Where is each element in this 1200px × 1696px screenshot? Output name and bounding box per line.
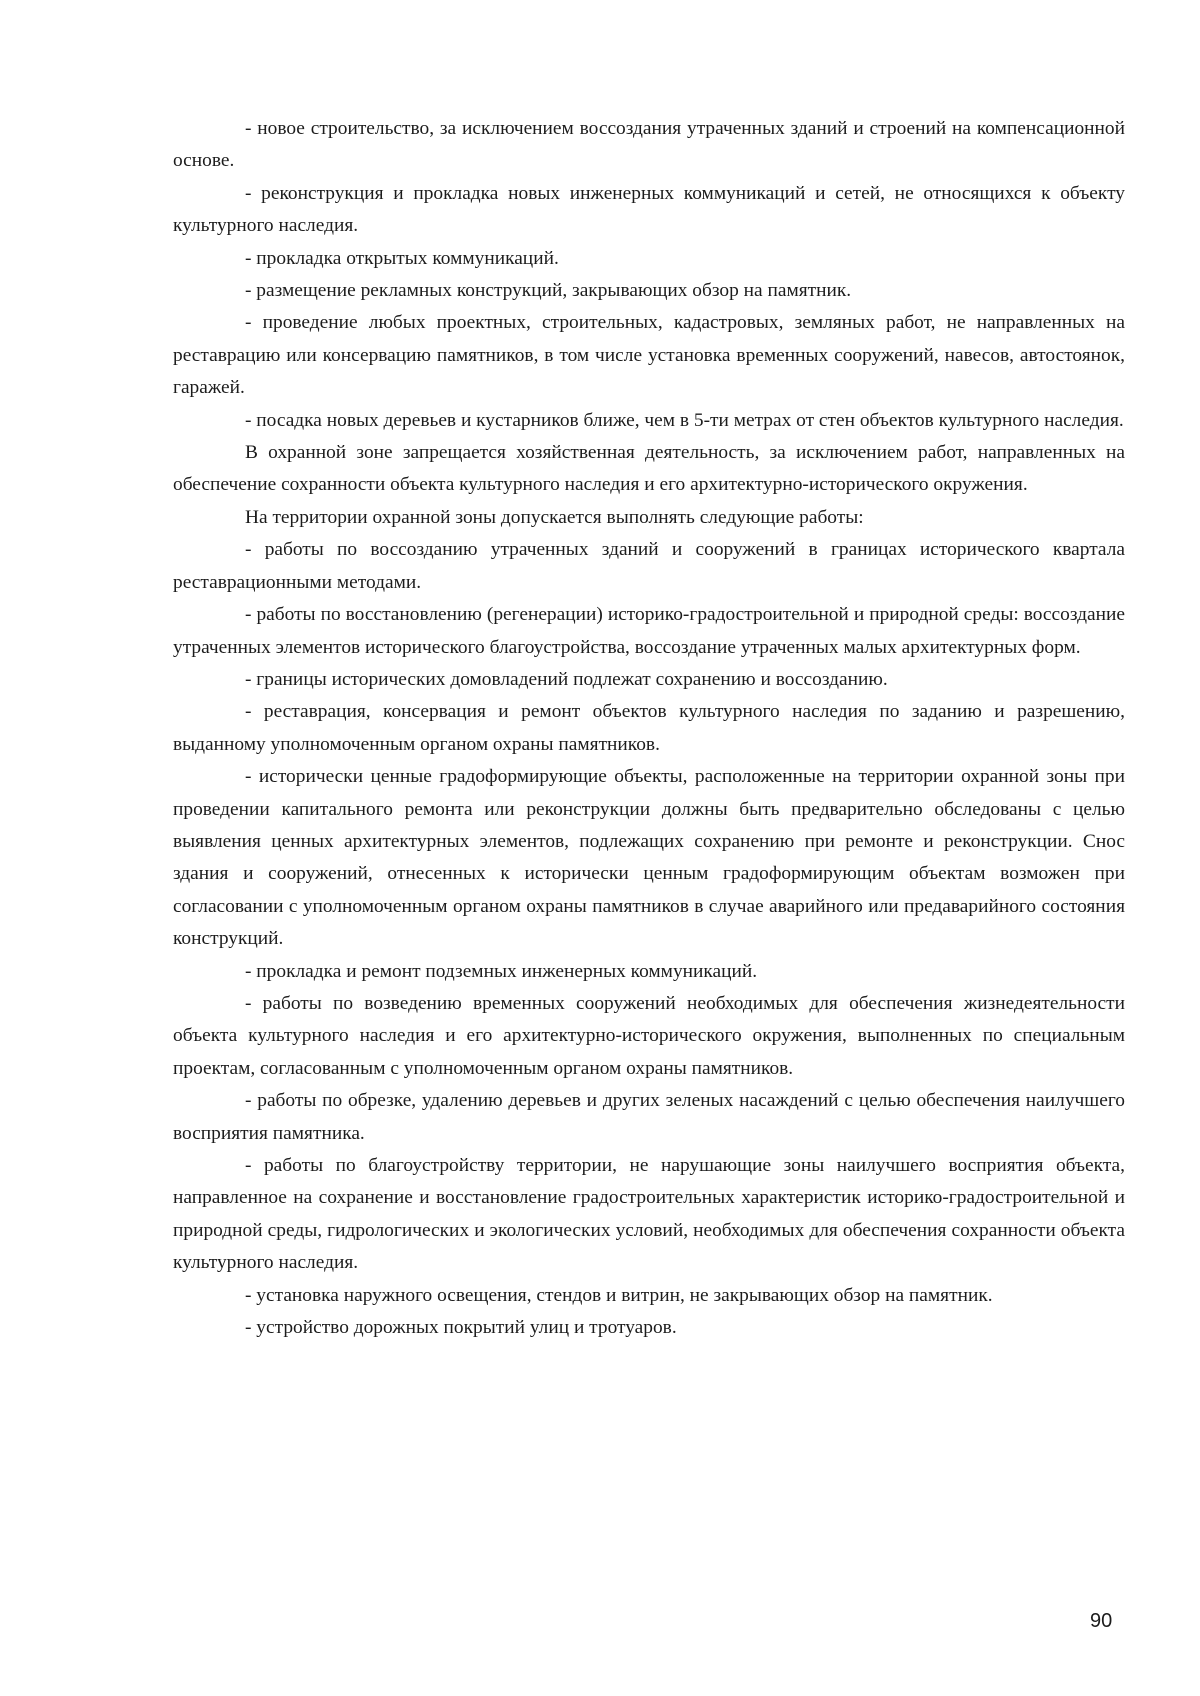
paragraph: - работы по восстановлению (регенерации) историко-градостроительной и природной среды: воссоздание утраченных элементов исторического благоустройства, воссоздание утраченных малых архитектурных форм. (173, 604, 1125, 658)
paragraph: - проведение любых проектных, строительных, кадастровых, земляных работ, не направленных на реставрацию или консервацию памятников, в том числе установка временных сооружений, навесов, автостоянок, гаражей. (173, 312, 1125, 399)
paragraph: - исторически ценные градоформирующие объекты, расположенные на территории охранной зоны при проведении капитального ремонта или реконструкции должны быть предварительно обследованы с целью выявления ценных архитектурных элементов, подлежащих сохранению при ремонте и реконструкции. Снос здания и сооружений, отнесенных к исторически ценным градоформирующим объектам возможен при согласовании с уполномоченным органом охраны памятников в случае аварийного или предаварийного состояния конструкций. (173, 766, 1125, 950)
paragraph: - устройство дорожных покрытий улиц и тротуаров. (245, 1317, 677, 1339)
paragraph: - новое строительство, за исключением воссоздания утраченных зданий и строений на компенсационной основе. (173, 118, 1125, 172)
paragraph: - реставрация, консервация и ремонт объектов культурного наследия по заданию и разрешению, выданному уполномоченным органом охраны памятников. (173, 701, 1125, 755)
paragraph: - работы по воссозданию утраченных зданий и сооружений в границах исторического квартала реставрационными методами. (173, 539, 1125, 593)
paragraph: - работы по благоустройству территории, не нарушающие зоны наилучшего восприятия объекта, направленное на сохранение и восстановление градостроительных характеристик историко-градостроительной и природной среды, гидрологических и экологических условий, необходимых для обеспечения сохранности объекта культурного наследия. (173, 1155, 1125, 1274)
paragraph: - прокладка открытых коммуникаций. (245, 247, 559, 269)
paragraph: - установка наружного освещения, стендов и витрин, не закрывающих обзор на памятник. (245, 1284, 993, 1306)
paragraph: - границы исторических домовладений подлежат сохранению и воссозданию. (245, 668, 888, 690)
paragraph: - реконструкция и прокладка новых инженерных коммуникаций и сетей, не относящихся к объекту культурного наследия. (173, 182, 1125, 237)
paragraph: - размещение рекламных конструкций, закрывающих обзор на памятник. (245, 280, 852, 302)
paragraph: На территории охранной зоны допускается выполнять следующие работы: (245, 506, 864, 528)
paragraph: - работы по возведению временных сооружений необходимых для обеспечения жизнедеятельности объекта культурного наследия и его архитектурно-исторического окружения, выполненных по специальным проектам, согласованным с уполномоченным органом охраны памятников. (173, 992, 1125, 1079)
paragraph: - работы по обрезке, удалению деревьев и других зеленых насаждений с целью обеспечения наилучшего восприятия памятника. (173, 1090, 1125, 1144)
page-number: 90 (1090, 1610, 1113, 1632)
paragraph: В охранной зоне запрещается хозяйственная деятельность, за исключением работ, направленных на обеспечение сохранности объекта культурного наследия и его архитектурно-исторического окружения. (173, 442, 1125, 496)
paragraph: - прокладка и ремонт подземных инженерных коммуникаций. (245, 960, 758, 982)
paragraph: - посадка новых деревьев и кустарников ближе, чем в 5-ти метрах от стен объектов культурного наследия. (245, 409, 1124, 431)
document-body (173, 113, 1125, 1344)
